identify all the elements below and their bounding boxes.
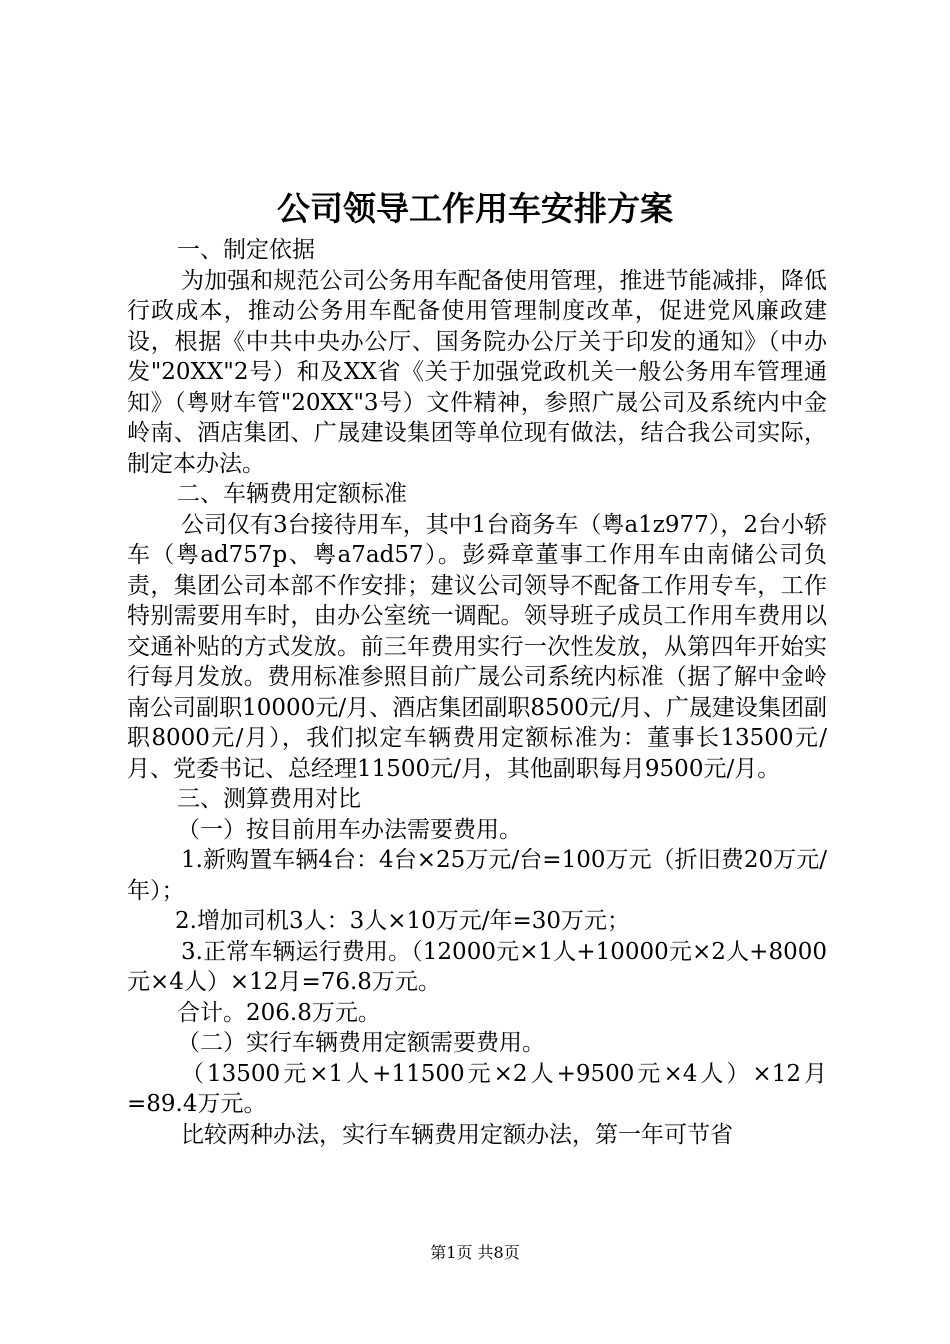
paragraph-conclusion: 比较两种办法，实行车辆费用定额办法，第一年可节省	[181, 1121, 733, 1148]
subsection-current-method: （一）按目前用车办法需要费用。	[177, 816, 522, 843]
item-new-drivers: 2.增加司机3人：3人×10万元/年=30万元；	[175, 908, 631, 934]
section-heading-quota: 二、车辆费用定额标准	[177, 481, 407, 507]
item-quota-cost: （13500元×1人+11500元×2人+9500元×4人）×12月=89.4万元。	[127, 1060, 827, 1117]
paragraph-basis: 为加强和规范公司公务用车配备使用管理，推进节能减排，降低行政成本，推动公务用车配备使用管理制度改革，促进党风廉政建设，根据《中共中央办公厅、国务院办公厅关于印发的通知》（中办发"20XX"2号）和及XX省《关于加强党政机关一般公务用车管理通知》（粤财车管"20XX"3号）文件精神，参照广晟公司及系统内中金岭南、酒店集团、广晟建设集团等单位现有做法，结合我公司实际，制定本办法。	[127, 267, 827, 477]
section-heading-basis: 一、制定依据	[177, 237, 315, 263]
paragraph-quota: 公司仅有3台接待用车，其中1台商务车（粤a1z977），2台小轿车（粤ad757p、粤a7ad57）。彭舜章董事工作用车由南储公司负责，集团公司本部不作安排；建议公司领导不配备工作用专车，工作特别需要用车时，由办公室统一调配。领导班子成员工作用车费用以交通补贴的方式发放。前三年费用实行一次性发放，从第四年开始实行每月发放。费用标准参照目前广晟公司系统内标准（据了解中金岭南公司副职10000元/月、酒店集团副职8500元/月、广晟建设集团副职8000元/月），我们拟定车辆费用定额标准为：董事长13500元/月、党委书记、总经理11500元/月，其他副职每月9500元/月。	[127, 511, 827, 782]
item-total: 合计。206.8万元。	[177, 999, 381, 1026]
section-heading-comparison: 三、测算费用对比	[177, 786, 361, 812]
item-new-vehicles: 1.新购置车辆4台：4台×25万元/台=100万元（折旧费20万元/年）；	[127, 847, 827, 904]
subsection-quota-method: （二）实行车辆费用定额需要费用。	[177, 1030, 545, 1056]
page-footer: 第1页 共8页	[430, 1243, 520, 1262]
item-running-cost: 3.正常车辆运行费用。（12000元×1人+10000元×2人+8000元×4人）×12月=76.8万元。	[127, 938, 827, 995]
document-body	[127, 235, 827, 1150]
document-title: 公司领导工作用车安排方案	[277, 189, 673, 228]
